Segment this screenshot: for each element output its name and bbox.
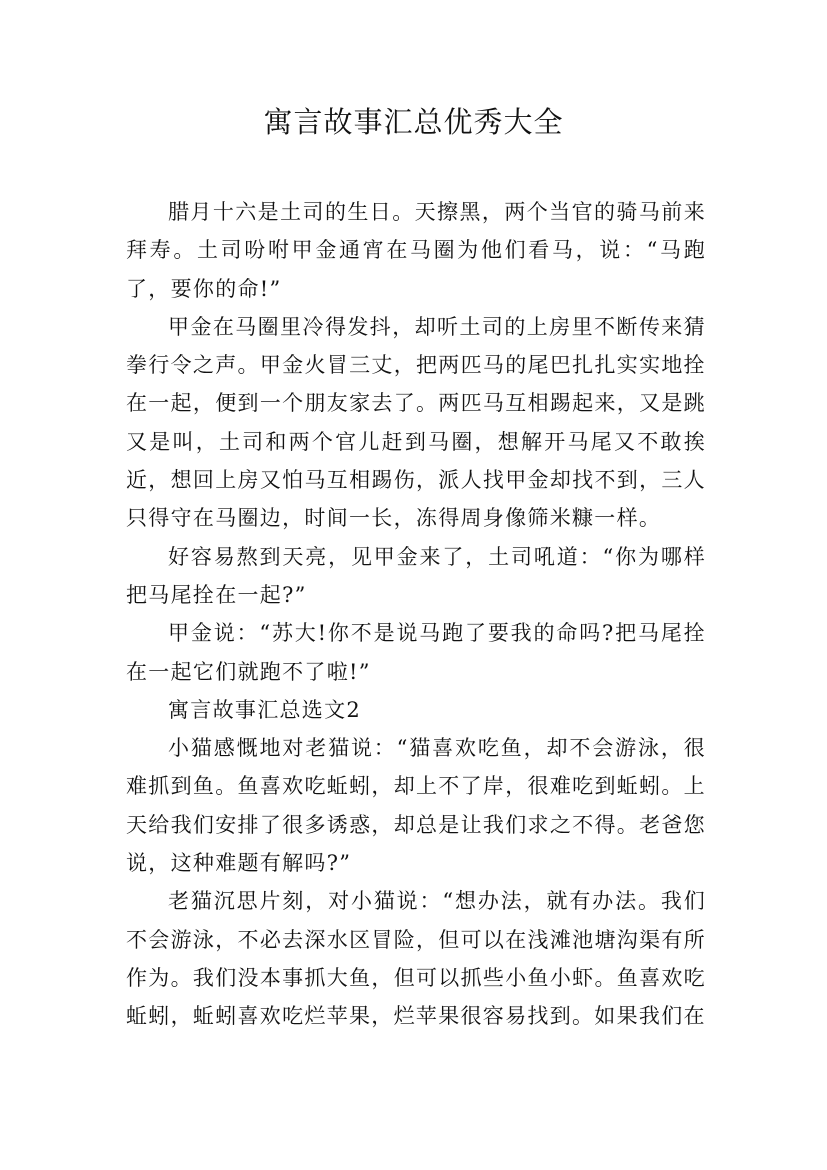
document-body [126,193,706,1036]
paragraph-3: 好容易熬到天亮，见甲金来了，土司吼道：“你为哪样把马尾拴在一起?” [126,544,706,607]
paragraph-2: 甲金在马圈里冷得发抖，却听土司的上房里不断传来猜拳行令之声。甲金火冒三丈，把两匹马的尾巴扎扎实实地拴在一起，便到一个朋友家去了。两匹马互相踢起来，又是跳又是叫，土司和两个官儿赶到马圈，想解开马尾又不敢挨近，想回上房又怕马互相踢伤，派人找甲金却找不到，三人只得守在马圈边，时间一长，冻得周身像筛米糠一样。 [126,314,706,531]
document-title: 寓言故事汇总优秀大全 [263,105,564,139]
paragraph-1: 腊月十六是土司的生日。天擦黑，两个当官的骑马前来拜寿。土司吩咐甲金通宵在马圈为他们看马，说：“马跑了，要你的命!” [126,200,706,301]
paragraph-6: 小猫感慨地对老猫说：“猫喜欢吃鱼，却不会游泳，很难抓到鱼。鱼喜欢吃蚯蚓，却上不了岸，很难吃到蚯蚓。上天给我们安排了很多诱惑，却总是让我们求之不得。老爸您说，这种难题有解吗?” [126,736,706,876]
paragraph-7: 老猫沉思片刻，对小猫说：“想办法，就有办法。我们不会游泳，不必去深水区冒险，但可以在浅滩池塘沟渠有所作为。我们没本事抓大鱼，但可以抓些小鱼小虾。鱼喜欢吃蚯蚓，蚯蚓喜欢吃烂苹果，烂苹果很容易找到。如果我们在 [126,889,706,1029]
paragraph-4: 甲金说：“苏大!你不是说马跑了要我的命吗?把马尾拴在一起它们就跑不了啦!” [126,621,706,684]
section-heading: 寓言故事汇总选文2 [168,697,362,722]
